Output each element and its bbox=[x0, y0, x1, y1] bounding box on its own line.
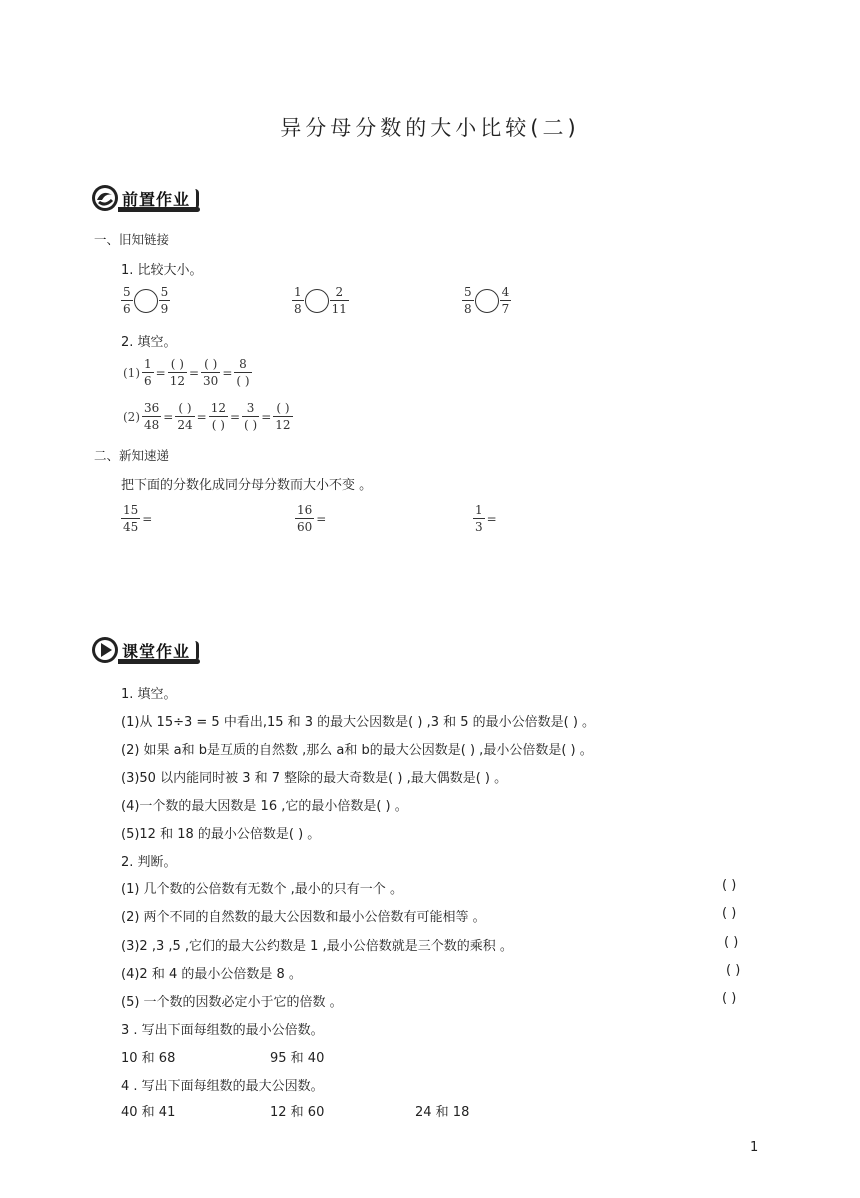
compare-item-3 bbox=[462, 285, 511, 316]
fraction: $\frac{36}{48}$ bbox=[144, 401, 160, 432]
fill-row-1 bbox=[121, 357, 252, 388]
question-title: 2. 填空。 bbox=[121, 335, 177, 350]
answer-paren[interactable]: ( ) bbox=[724, 935, 739, 950]
answer-circle[interactable] bbox=[475, 289, 499, 313]
convert-item-3 bbox=[473, 503, 499, 534]
answer-paren[interactable]: ( ) bbox=[722, 906, 737, 921]
page-number: 1 bbox=[750, 1140, 759, 1155]
fill-row-2 bbox=[121, 401, 293, 432]
answer-circle[interactable] bbox=[134, 289, 158, 313]
judge-item: (1) 几个数的公倍数有无数个 ,最小的只有一个 。 bbox=[121, 882, 403, 897]
answer-circle[interactable] bbox=[305, 289, 329, 313]
section-heading: 一、旧知链接 bbox=[94, 232, 170, 247]
number-group: 10 和 68 bbox=[121, 1051, 176, 1066]
page-title: 异分母分数的大小比较(二) bbox=[280, 116, 580, 140]
question-title: 2. 判断。 bbox=[121, 855, 177, 870]
answer-paren[interactable]: ( ) bbox=[722, 991, 737, 1006]
equals-sign: = bbox=[222, 365, 233, 380]
fraction: $\frac{4}{7}$ bbox=[501, 285, 510, 316]
number-group: 95 和 40 bbox=[270, 1051, 325, 1066]
equals-sign: = bbox=[261, 409, 272, 424]
number-group: 40 和 41 bbox=[121, 1105, 176, 1120]
equals-sign: = bbox=[229, 409, 241, 424]
fraction: $\frac{1}{8}$ bbox=[294, 285, 302, 316]
swirl-icon bbox=[90, 183, 120, 213]
fill-item: (2) 如果 a和 b是互质的自然数 ,那么 a和 b的最大公因数是( ) ,最小公倍数是( ) 。 bbox=[121, 743, 593, 758]
banner-end-cap bbox=[190, 189, 199, 209]
instruction: 把下面的分数化成同分母分数而大小不变 。 bbox=[121, 478, 373, 493]
fraction: $\frac{5}{6}$ bbox=[123, 285, 131, 316]
equals-sign: = bbox=[486, 511, 497, 526]
judge-item: (3)2 ,3 ,5 ,它们的最大公约数是 1 ,最小公倍数就是三个数的乘积 。 bbox=[121, 939, 513, 954]
fraction-blank[interactable]: $\frac{( )}{30}$ bbox=[203, 357, 219, 388]
convert-item-2 bbox=[295, 503, 328, 534]
equals-sign: = bbox=[163, 409, 174, 424]
question-title: 1. 填空。 bbox=[121, 687, 177, 702]
fraction: $\frac{15}{45}$ bbox=[123, 503, 139, 534]
fraction-blank[interactable]: $\frac{8}{( )}$ bbox=[236, 357, 250, 388]
item-label: (2) bbox=[123, 409, 140, 424]
number-group: 12 和 60 bbox=[270, 1105, 325, 1120]
equals-sign: = bbox=[316, 511, 327, 526]
fraction-blank[interactable]: $\frac{( )}{12}$ bbox=[275, 401, 291, 432]
fraction: $\frac{5}{9}$ bbox=[160, 285, 169, 316]
compare-item-1 bbox=[121, 285, 170, 316]
number-group: 24 和 18 bbox=[415, 1105, 470, 1120]
compare-item-2 bbox=[292, 285, 349, 316]
question-title: 4 . 写出下面每组数的最大公因数。 bbox=[121, 1079, 324, 1094]
judge-item: (4)2 和 4 的最小公倍数是 8 。 bbox=[121, 967, 302, 982]
answer-paren[interactable]: ( ) bbox=[726, 963, 741, 978]
banner-label: 前置作业 bbox=[122, 190, 191, 209]
fraction-blank[interactable]: $\frac{( )}{12}$ bbox=[169, 357, 185, 388]
fraction-blank[interactable]: $\frac{( )}{24}$ bbox=[177, 401, 193, 432]
answer-paren[interactable]: ( ) bbox=[722, 878, 737, 893]
fraction: $\frac{5}{8}$ bbox=[464, 285, 472, 316]
fill-item: (4)一个数的最大因数是 16 ,它的最小倍数是( ) 。 bbox=[121, 799, 408, 814]
convert-item-1 bbox=[121, 503, 154, 534]
fraction: $\frac{1}{3}$ bbox=[475, 503, 483, 534]
play-icon bbox=[90, 635, 120, 665]
fraction-blank[interactable]: $\frac{3}{( )}$ bbox=[244, 401, 258, 432]
fraction: $\frac{1}{6}$ bbox=[144, 357, 152, 388]
question-title: 1. 比较大小。 bbox=[121, 263, 203, 278]
judge-item: (5) 一个数的因数必定小于它的倍数 。 bbox=[121, 995, 343, 1010]
item-label: (1) bbox=[123, 365, 140, 380]
pre-homework-banner bbox=[90, 183, 210, 213]
class-homework-banner bbox=[90, 635, 210, 665]
fill-item: (3)50 以内能同时被 3 和 7 整除的最大奇数是( ) ,最大偶数是( ) 。 bbox=[121, 771, 508, 786]
equals-sign: = bbox=[188, 365, 200, 380]
fraction: $\frac{16}{60}$ bbox=[297, 503, 313, 534]
section-heading: 二、新知速递 bbox=[94, 448, 170, 463]
banner-label: 课堂作业 bbox=[122, 642, 191, 661]
fill-item: (1)从 15÷3 = 5 中看出,15 和 3 的最大公因数是( ) ,3 和 5 的最小公倍数是( ) 。 bbox=[121, 715, 596, 730]
fraction: $\frac{2}{11}$ bbox=[331, 285, 347, 316]
equals-sign: = bbox=[155, 365, 166, 380]
banner-end-cap bbox=[190, 641, 199, 661]
question-title: 3 . 写出下面每组数的最小公倍数。 bbox=[121, 1023, 324, 1038]
equals-sign: = bbox=[142, 511, 153, 526]
fraction-blank[interactable]: $\frac{12}{( )}$ bbox=[210, 401, 226, 432]
fill-item: (5)12 和 18 的最小公倍数是( ) 。 bbox=[121, 827, 321, 842]
judge-item: (2) 两个不同的自然数的最大公因数和最小公倍数有可能相等 。 bbox=[121, 910, 486, 925]
equals-sign: = bbox=[196, 409, 207, 424]
